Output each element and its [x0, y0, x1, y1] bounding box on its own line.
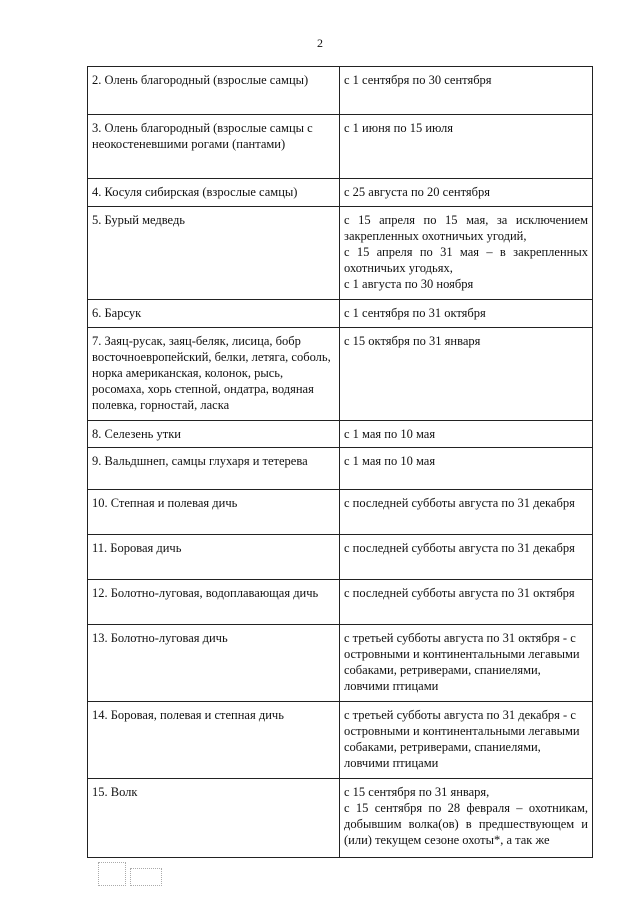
period-line: с последней субботы августа по 31 декабря: [344, 541, 575, 555]
period-cell: [340, 580, 593, 625]
period-cell: [340, 207, 593, 300]
period-line: с 1 июня по 15 июля: [344, 121, 454, 135]
period-cell: [340, 535, 593, 580]
table-row: [88, 67, 593, 115]
period-cell: [340, 448, 593, 490]
species-cell: 4. Косуля сибирская (взрослые самцы): [88, 179, 340, 207]
period-cell: [340, 490, 593, 535]
period-line: с 15 апреля по 15 мая, за исключением закрепленных охотничьих угодий,: [344, 213, 588, 243]
stamp-frame: [98, 862, 126, 886]
period-cell: [340, 421, 593, 448]
species-cell: 7. Заяц-русак, заяц-беляк, лисица, бобр восточноевропейский, белки, летяга, соболь, норка американская, колонок, рысь, росомаха, хорь степной, ондатра, водяная полевка, горностай, ласка: [88, 328, 340, 421]
period-line: с 1 мая по 10 мая: [344, 454, 436, 468]
period-cell: [340, 625, 593, 702]
species-cell: 9. Вальдшнеп, самцы глухаря и тетерева: [88, 448, 340, 490]
period-line: с 1 мая по 10 мая: [344, 427, 436, 441]
period-line: с третьей субботы августа по 31 октября - с островными и континентальными легавыми собаками, ретриверами, спаниелями, ловчими птицами: [344, 631, 580, 693]
table-row: [88, 490, 593, 535]
table-row: [88, 115, 593, 179]
period-line: с третьей субботы августа по 31 декабря - с островными и континентальными легавыми собаками, ретриверами, спаниелями, ловчими птицами: [344, 708, 580, 770]
period-cell: [340, 67, 593, 115]
species-cell: 13. Болотно-луговая дичь: [88, 625, 340, 702]
period-line: с 1 сентября по 30 сентября: [344, 73, 492, 87]
table-row: [88, 448, 593, 490]
period-line: с 15 октября по 31 января: [344, 334, 481, 348]
species-cell: 11. Боровая дичь: [88, 535, 340, 580]
table-row: [88, 625, 593, 702]
period-cell: [340, 779, 593, 858]
table-row: [88, 702, 593, 779]
table-row: [88, 421, 593, 448]
period-line: с последней субботы августа по 31 октября: [344, 586, 575, 600]
table-row: [88, 328, 593, 421]
table-row: [88, 300, 593, 328]
species-cell: 14. Боровая, полевая и степная дичь: [88, 702, 340, 779]
period-line: с 15 сентября по 28 февраля – охотникам, добывшим волка(ов) в предшествующем и (или) текущем сезоне охоты*, а так же: [344, 801, 588, 847]
period-line: с 1 августа по 30 ноября: [344, 277, 474, 291]
species-cell: 15. Волк: [88, 779, 340, 858]
table-row: [88, 779, 593, 858]
period-cell: [340, 179, 593, 207]
table-body: [88, 67, 593, 858]
species-cell: 5. Бурый медведь: [88, 207, 340, 300]
species-cell: 8. Селезень утки: [88, 421, 340, 448]
period-cell: [340, 300, 593, 328]
table-row: [88, 535, 593, 580]
period-cell: [340, 115, 593, 179]
period-cell: [340, 328, 593, 421]
registration-stamp: [96, 858, 166, 890]
page-number: 2: [317, 36, 323, 50]
species-cell: 10. Степная и полевая дичь: [88, 490, 340, 535]
hunting-periods-table: [87, 66, 593, 858]
species-cell: 12. Болотно-луговая, водоплавающая дичь: [88, 580, 340, 625]
table-row: [88, 207, 593, 300]
period-line: с последней субботы августа по 31 декабря: [344, 496, 575, 510]
table-row: [88, 580, 593, 625]
stamp-frame: [130, 868, 162, 886]
period-line: с 1 сентября по 31 октября: [344, 306, 486, 320]
table-row: [88, 179, 593, 207]
period-cell: [340, 702, 593, 779]
species-cell: 2. Олень благородный (взрослые самцы): [88, 67, 340, 115]
period-line: с 15 сентября по 31 января,: [344, 785, 490, 799]
period-line: с 25 августа по 20 сентября: [344, 185, 490, 199]
species-cell: 6. Барсук: [88, 300, 340, 328]
species-cell: 3. Олень благородный (взрослые самцы с неокостеневшими рогами (пантами): [88, 115, 340, 179]
period-line: с 15 апреля по 31 мая – в закрепленных охотничьих угодьях,: [344, 245, 588, 275]
